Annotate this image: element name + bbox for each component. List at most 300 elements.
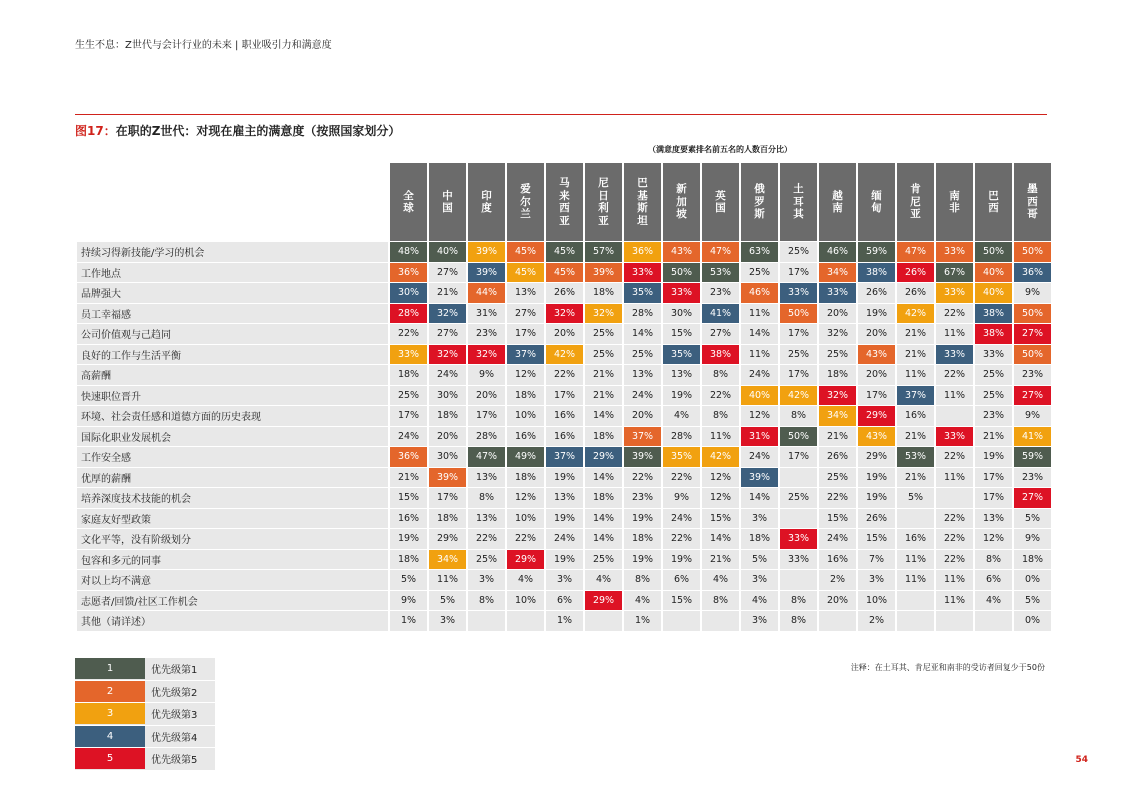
value-cell: 19% (975, 447, 1012, 467)
value-cell: 23% (1014, 468, 1051, 488)
legend-label: 优先级第4 (151, 732, 198, 744)
value-cell: 24% (546, 529, 583, 549)
value-cell: 33% (819, 283, 856, 303)
value-cell: 22% (936, 529, 973, 549)
value-cell: 0% (1014, 611, 1051, 631)
value-cell: 9% (1014, 406, 1051, 426)
value-cell: 22% (936, 447, 973, 467)
value-cell: 16% (390, 509, 427, 529)
value-cell: 46% (741, 283, 778, 303)
value-cell: 20% (819, 591, 856, 611)
value-cell: 38% (858, 263, 895, 283)
value-cell: 13% (546, 488, 583, 508)
value-cell: 18% (585, 283, 622, 303)
value-cell: 45% (546, 242, 583, 262)
value-cell: 8% (780, 406, 817, 426)
value-cell: 45% (507, 263, 544, 283)
table-row (77, 365, 1051, 385)
legend-item (75, 726, 215, 748)
value-cell: 6% (663, 570, 700, 590)
value-cell: 50% (975, 242, 1012, 262)
value-cell: 28% (468, 427, 505, 447)
value-cell: 22% (468, 529, 505, 549)
value-cell: 25% (585, 550, 622, 570)
value-cell: 36% (624, 242, 661, 262)
value-cell: 4% (507, 570, 544, 590)
table-row (77, 242, 1051, 262)
value-cell (468, 611, 505, 631)
value-cell (897, 509, 934, 529)
value-cell: 46% (819, 242, 856, 262)
row-label: 国际化职业发展机会 (77, 427, 388, 447)
value-cell: 41% (1014, 427, 1051, 447)
value-cell (819, 611, 856, 631)
value-cell: 15% (702, 509, 739, 529)
value-cell: 42% (546, 345, 583, 365)
legend-label: 优先级第2 (151, 687, 198, 699)
value-cell: 10% (507, 406, 544, 426)
country-header (429, 163, 466, 241)
value-cell: 27% (507, 304, 544, 324)
value-cell: 33% (780, 283, 817, 303)
value-cell: 11% (936, 570, 973, 590)
value-cell: 32% (468, 345, 505, 365)
value-cell: 26% (858, 509, 895, 529)
row-label: 工作安全感 (77, 447, 388, 467)
value-cell: 27% (1014, 386, 1051, 406)
country-header (1014, 163, 1051, 241)
table-row (77, 447, 1051, 467)
running-header: 生生不息：Z世代与会计行业的未来 | 职业吸引力和满意度 (75, 40, 332, 51)
value-cell: 24% (741, 447, 778, 467)
value-cell: 20% (468, 386, 505, 406)
figure-subtitle: （满意度要素排名前五名的人数百分比） (648, 145, 792, 154)
value-cell: 25% (585, 324, 622, 344)
country-name: 巴基斯坦 (637, 177, 648, 227)
value-cell: 16% (819, 550, 856, 570)
value-cell: 17% (780, 365, 817, 385)
value-cell: 25% (624, 345, 661, 365)
row-label: 工作地点 (77, 263, 388, 283)
table-row (77, 468, 1051, 488)
value-cell: 29% (507, 550, 544, 570)
table-row (77, 324, 1051, 344)
value-cell: 32% (819, 386, 856, 406)
value-cell: 63% (741, 242, 778, 262)
value-cell: 26% (819, 447, 856, 467)
value-cell: 53% (897, 447, 934, 467)
value-cell: 22% (702, 386, 739, 406)
value-cell: 22% (390, 324, 427, 344)
value-cell: 35% (663, 345, 700, 365)
value-cell: 5% (897, 488, 934, 508)
value-cell: 31% (468, 304, 505, 324)
value-cell: 5% (429, 591, 466, 611)
value-cell: 10% (507, 509, 544, 529)
page-number: 54 (1075, 755, 1088, 765)
row-label: 其他（请详述） (77, 611, 388, 631)
value-cell: 23% (702, 283, 739, 303)
country-header (741, 163, 778, 241)
value-cell: 19% (546, 550, 583, 570)
value-cell: 19% (663, 550, 700, 570)
value-cell: 21% (429, 283, 466, 303)
country-header (507, 163, 544, 241)
table-row (77, 304, 1051, 324)
country-header (702, 163, 739, 241)
value-cell: 22% (663, 468, 700, 488)
value-cell: 26% (858, 283, 895, 303)
country-name: 新加坡 (676, 183, 687, 221)
country-header (663, 163, 700, 241)
value-cell: 45% (507, 242, 544, 262)
value-cell: 13% (507, 283, 544, 303)
country-name: 南非 (949, 189, 960, 214)
value-cell: 11% (429, 570, 466, 590)
value-cell: 11% (936, 468, 973, 488)
header-divider (75, 114, 1047, 115)
value-cell: 1% (390, 611, 427, 631)
value-cell: 21% (897, 345, 934, 365)
value-cell: 13% (663, 365, 700, 385)
value-cell: 3% (468, 570, 505, 590)
value-cell: 16% (507, 427, 544, 447)
value-cell (507, 611, 544, 631)
value-cell: 50% (780, 304, 817, 324)
value-cell: 24% (429, 365, 466, 385)
value-cell (897, 611, 934, 631)
value-cell: 3% (741, 509, 778, 529)
value-cell: 43% (663, 242, 700, 262)
row-label: 品牌强大 (77, 283, 388, 303)
value-cell: 32% (585, 304, 622, 324)
value-cell (936, 611, 973, 631)
value-cell: 10% (858, 591, 895, 611)
country-name: 缅甸 (871, 189, 882, 214)
legend-label: 优先级第1 (151, 665, 198, 677)
table-row (77, 406, 1051, 426)
country-name: 印度 (481, 189, 492, 214)
value-cell: 40% (429, 242, 466, 262)
legend-item (75, 658, 215, 680)
legend-label: 优先级第3 (151, 710, 198, 722)
value-cell: 21% (585, 365, 622, 385)
value-cell: 36% (390, 263, 427, 283)
value-cell: 21% (897, 468, 934, 488)
value-cell: 42% (897, 304, 934, 324)
table-row (77, 263, 1051, 283)
value-cell: 15% (390, 488, 427, 508)
table-row (77, 611, 1051, 631)
value-cell: 33% (936, 427, 973, 447)
value-cell: 4% (585, 570, 622, 590)
country-name: 墨西哥 (1027, 183, 1038, 221)
value-cell: 19% (663, 386, 700, 406)
value-cell: 18% (507, 386, 544, 406)
value-cell (780, 570, 817, 590)
value-cell: 25% (975, 386, 1012, 406)
value-cell: 7% (858, 550, 895, 570)
value-cell: 25% (975, 365, 1012, 385)
value-cell: 18% (507, 468, 544, 488)
legend-label: 优先级第5 (151, 755, 198, 767)
value-cell: 14% (741, 324, 778, 344)
value-cell: 40% (975, 283, 1012, 303)
country-header (546, 163, 583, 241)
value-cell: 16% (897, 529, 934, 549)
value-cell: 27% (429, 324, 466, 344)
value-cell: 25% (780, 242, 817, 262)
value-cell: 53% (702, 263, 739, 283)
value-cell: 33% (663, 283, 700, 303)
value-cell: 26% (897, 263, 934, 283)
value-cell: 26% (546, 283, 583, 303)
table-row (77, 386, 1051, 406)
value-cell: 4% (975, 591, 1012, 611)
value-cell: 28% (624, 304, 661, 324)
value-cell: 11% (897, 550, 934, 570)
value-cell: 12% (507, 365, 544, 385)
value-cell: 19% (390, 529, 427, 549)
value-cell: 12% (741, 406, 778, 426)
value-cell: 21% (975, 427, 1012, 447)
value-cell: 8% (468, 591, 505, 611)
row-label: 员工幸福感 (77, 304, 388, 324)
value-cell: 36% (1014, 263, 1051, 283)
legend-item (75, 681, 215, 703)
row-label: 培养深度技术技能的机会 (77, 488, 388, 508)
value-cell: 25% (780, 488, 817, 508)
value-cell: 37% (897, 386, 934, 406)
value-cell: 11% (936, 386, 973, 406)
row-label: 高薪酬 (77, 365, 388, 385)
value-cell: 18% (585, 488, 622, 508)
value-cell: 17% (975, 468, 1012, 488)
value-cell (936, 488, 973, 508)
row-label: 文化平等，没有阶级划分 (77, 529, 388, 549)
value-cell: 17% (780, 324, 817, 344)
value-cell: 22% (819, 488, 856, 508)
value-cell: 19% (624, 509, 661, 529)
value-cell: 14% (585, 406, 622, 426)
figure-number: 图17： (75, 124, 116, 138)
value-cell: 47% (702, 242, 739, 262)
value-cell: 2% (819, 570, 856, 590)
value-cell: 11% (741, 304, 778, 324)
value-cell: 34% (429, 550, 466, 570)
value-cell: 17% (507, 324, 544, 344)
country-header (468, 163, 505, 241)
value-cell: 13% (468, 509, 505, 529)
value-cell: 28% (390, 304, 427, 324)
value-cell (663, 611, 700, 631)
value-cell (702, 611, 739, 631)
value-cell: 41% (702, 304, 739, 324)
value-cell: 13% (468, 468, 505, 488)
value-cell: 19% (546, 509, 583, 529)
value-cell: 43% (858, 427, 895, 447)
value-cell: 14% (741, 488, 778, 508)
value-cell: 29% (858, 447, 895, 467)
value-cell: 23% (1014, 365, 1051, 385)
value-cell: 25% (741, 263, 778, 283)
value-cell: 59% (858, 242, 895, 262)
value-cell: 3% (741, 611, 778, 631)
table-row (77, 591, 1051, 611)
value-cell: 29% (858, 406, 895, 426)
value-cell: 22% (936, 304, 973, 324)
value-cell: 24% (663, 509, 700, 529)
value-cell: 13% (975, 509, 1012, 529)
value-cell: 22% (936, 509, 973, 529)
value-cell: 8% (624, 570, 661, 590)
row-label: 公司价值观与己趋同 (77, 324, 388, 344)
value-cell: 20% (429, 427, 466, 447)
value-cell: 21% (702, 550, 739, 570)
value-cell: 25% (585, 345, 622, 365)
value-cell: 25% (819, 345, 856, 365)
value-cell: 40% (741, 386, 778, 406)
value-cell: 40% (975, 263, 1012, 283)
priority-legend (75, 658, 215, 770)
value-cell: 9% (1014, 529, 1051, 549)
value-cell: 18% (741, 529, 778, 549)
value-cell (780, 468, 817, 488)
table-row (77, 283, 1051, 303)
value-cell: 6% (546, 591, 583, 611)
value-cell: 16% (897, 406, 934, 426)
row-label: 志愿者/回馈/社区工作机会 (77, 591, 388, 611)
value-cell: 39% (741, 468, 778, 488)
value-cell: 24% (390, 427, 427, 447)
value-cell: 6% (975, 570, 1012, 590)
value-cell: 4% (663, 406, 700, 426)
value-cell: 19% (624, 550, 661, 570)
legend-swatch: 5 (75, 748, 145, 769)
value-cell: 17% (546, 386, 583, 406)
value-cell: 17% (390, 406, 427, 426)
value-cell: 18% (390, 365, 427, 385)
table-row (77, 345, 1051, 365)
value-cell: 50% (663, 263, 700, 283)
value-cell: 48% (390, 242, 427, 262)
value-cell (780, 509, 817, 529)
value-cell: 42% (702, 447, 739, 467)
value-cell: 8% (702, 591, 739, 611)
row-label: 优厚的薪酬 (77, 468, 388, 488)
country-name: 越南 (832, 189, 843, 214)
legend-swatch: 3 (75, 703, 145, 724)
value-cell: 12% (702, 468, 739, 488)
value-cell: 11% (897, 365, 934, 385)
row-label: 持续习得新技能/学习的机会 (77, 242, 388, 262)
country-header (585, 163, 622, 241)
value-cell: 3% (429, 611, 466, 631)
value-cell: 37% (624, 427, 661, 447)
country-header (975, 163, 1012, 241)
value-cell: 18% (585, 427, 622, 447)
value-cell: 22% (624, 468, 661, 488)
value-cell: 39% (468, 263, 505, 283)
value-cell: 44% (468, 283, 505, 303)
value-cell: 8% (702, 365, 739, 385)
figure-title-text: 在职的Z世代：对现在雇主的满意度（按照国家划分） (115, 124, 401, 138)
value-cell: 9% (1014, 283, 1051, 303)
value-cell: 20% (546, 324, 583, 344)
value-cell: 16% (546, 406, 583, 426)
value-cell: 50% (1014, 242, 1051, 262)
value-cell: 30% (429, 386, 466, 406)
value-cell: 25% (468, 550, 505, 570)
value-cell: 14% (702, 529, 739, 549)
value-cell: 33% (780, 550, 817, 570)
value-cell: 32% (429, 345, 466, 365)
country-header (624, 163, 661, 241)
value-cell: 38% (702, 345, 739, 365)
value-cell: 8% (780, 591, 817, 611)
value-cell: 10% (507, 591, 544, 611)
value-cell: 39% (429, 468, 466, 488)
value-cell: 27% (1014, 324, 1051, 344)
table-row (77, 488, 1051, 508)
legend-swatch: 4 (75, 726, 145, 747)
value-cell: 18% (624, 529, 661, 549)
value-cell: 37% (546, 447, 583, 467)
country-name: 马来西亚 (559, 177, 570, 227)
value-cell: 33% (936, 283, 973, 303)
value-cell: 33% (936, 242, 973, 262)
table-corner (77, 163, 388, 241)
value-cell: 15% (663, 324, 700, 344)
value-cell: 33% (780, 529, 817, 549)
value-cell: 59% (1014, 447, 1051, 467)
value-cell: 57% (585, 242, 622, 262)
value-cell: 27% (429, 263, 466, 283)
value-cell: 37% (507, 345, 544, 365)
row-label: 快速职位晋升 (77, 386, 388, 406)
value-cell: 21% (585, 386, 622, 406)
value-cell: 29% (585, 447, 622, 467)
value-cell: 18% (819, 365, 856, 385)
value-cell: 32% (429, 304, 466, 324)
value-cell: 5% (390, 570, 427, 590)
value-cell: 18% (390, 550, 427, 570)
value-cell: 12% (975, 529, 1012, 549)
country-header (819, 163, 856, 241)
value-cell: 17% (780, 447, 817, 467)
value-cell: 50% (1014, 345, 1051, 365)
value-cell (975, 611, 1012, 631)
value-cell: 35% (663, 447, 700, 467)
value-cell: 29% (429, 529, 466, 549)
value-cell: 23% (468, 324, 505, 344)
value-cell: 22% (507, 529, 544, 549)
value-cell (936, 406, 973, 426)
value-cell: 14% (585, 529, 622, 549)
country-name: 俄罗斯 (754, 183, 765, 221)
value-cell (585, 611, 622, 631)
satisfaction-table (75, 162, 1053, 632)
value-cell: 20% (858, 365, 895, 385)
value-cell: 12% (702, 488, 739, 508)
value-cell: 36% (390, 447, 427, 467)
value-cell: 29% (585, 591, 622, 611)
row-label: 家庭友好型政策 (77, 509, 388, 529)
table-row (77, 529, 1051, 549)
row-label: 环境、社会责任感和道德方面的历史表现 (77, 406, 388, 426)
row-label: 包容和多元的同事 (77, 550, 388, 570)
value-cell: 21% (897, 427, 934, 447)
